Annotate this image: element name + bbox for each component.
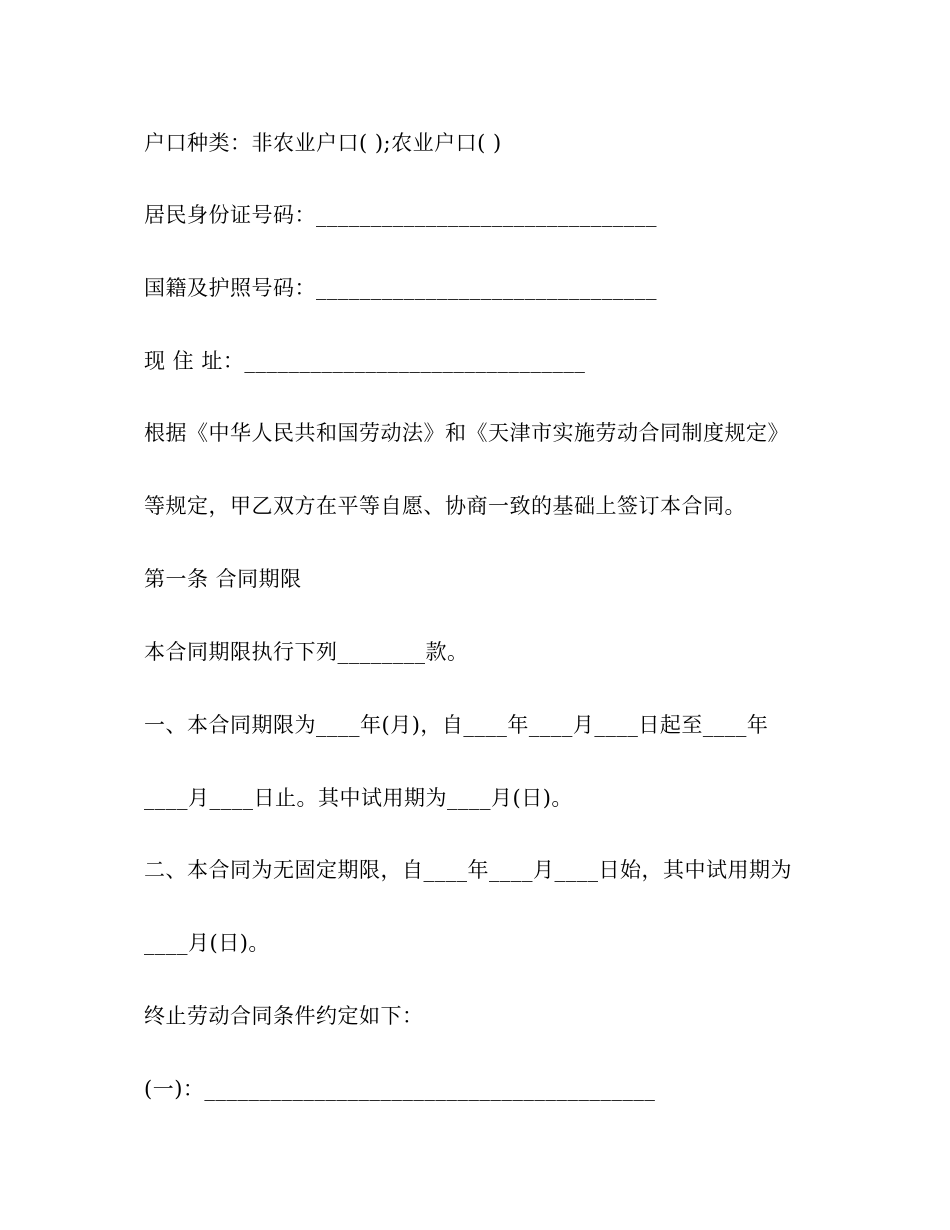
current-address-line: 现 住 址：_______________________________ <box>144 349 586 373</box>
term-clause-selection-line: 本合同期限执行下列________款。 <box>144 640 469 664</box>
termination-conditions-heading: 终止劳动合同条件约定如下： <box>144 1004 424 1028</box>
legal-basis-line-2: 等规定，甲乙双方在平等自愿、协商一致的基础上签订本合同。 <box>144 494 746 518</box>
household-type-line: 户口种类：非农业户口( );农业户口( ) <box>144 131 502 155</box>
nationality-passport-line: 国籍及护照号码：_______________________________ <box>144 276 657 300</box>
fixed-term-line-1: 一、本合同期限为____年(月)，自____年____月____日起至____年 <box>144 713 769 737</box>
fixed-term-line-2: ____月____日止。其中试用期为____月(日)。 <box>144 786 573 810</box>
termination-condition-1: (一)：_________________________________________ <box>144 1077 656 1101</box>
open-term-line-1: 二、本合同为无固定期限，自____年____月____日始，其中试用期为 <box>144 858 792 882</box>
legal-basis-line-1: 根据《中华人民共和国劳动法》和《天津市实施劳动合同制度规定》 <box>144 421 789 445</box>
article-1-heading: 第一条 合同期限 <box>144 567 302 591</box>
open-term-line-2: ____月(日)。 <box>144 931 270 955</box>
id-number-line: 居民身份证号码：_______________________________ <box>144 203 657 227</box>
